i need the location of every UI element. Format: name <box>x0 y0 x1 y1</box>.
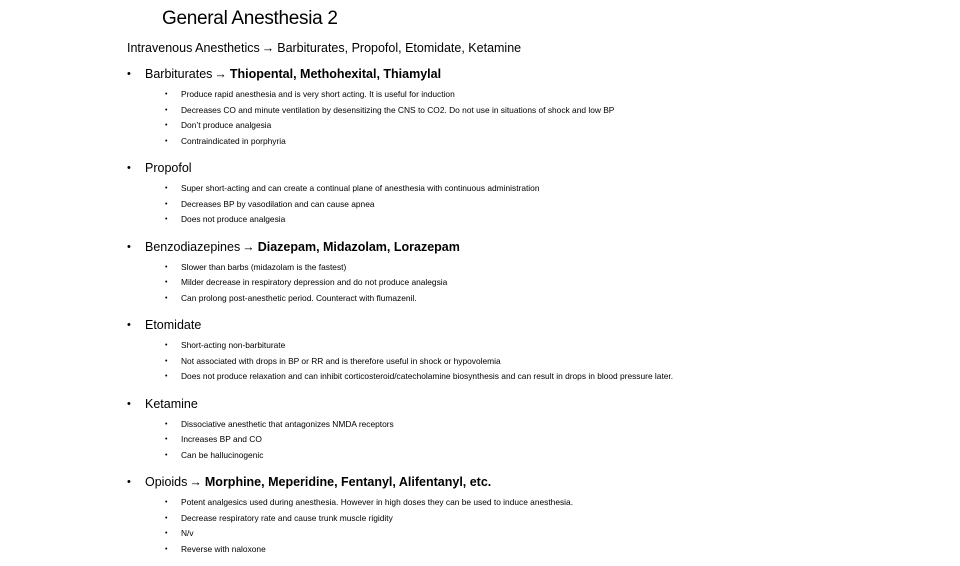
list-item <box>127 432 947 448</box>
list-item <box>127 354 947 370</box>
bullet-icon: • <box>165 373 168 380</box>
list-item <box>127 275 947 291</box>
sections-list <box>127 64 947 566</box>
section-heading <box>127 394 947 415</box>
list-item <box>127 103 947 119</box>
bullet-icon: • <box>127 68 131 80</box>
list-item-text: Short-acting non-barbiturate <box>181 340 286 350</box>
sub-bullet-list <box>127 417 947 464</box>
section-barbiturates <box>127 64 947 149</box>
section-heading-text: Propofol <box>145 161 192 175</box>
list-item-text: Decrease respiratory rate and cause trunk muscle rigidity <box>181 512 393 523</box>
list-item-text: Produce rapid anesthesia and is very short acting. It is useful for induction <box>181 89 455 99</box>
list-item-text: Not associated with drops in BP or RR and is therefore useful in shock or hypovolemia <box>181 355 501 366</box>
list-item <box>127 197 947 213</box>
bullet-icon: • <box>165 263 168 271</box>
list-item <box>127 260 947 276</box>
intro-label: Intravenous Anesthetics <box>127 41 260 55</box>
arrow-right-icon: → <box>261 41 275 55</box>
bullet-icon: • <box>165 514 168 522</box>
list-item-text: Can prolong post-anesthetic period. Counteract with flumazenil. <box>181 292 417 303</box>
bullet-icon: • <box>165 342 168 349</box>
list-item-text: Potent analgesics used during anesthesia. However in high doses they can be used to induce anesthesia. <box>181 497 574 507</box>
section-benzodiazepines <box>127 237 947 307</box>
slide-title: General Anesthesia 2 <box>162 8 338 29</box>
section-heading <box>127 237 947 258</box>
bullet-icon: • <box>165 530 168 537</box>
bullet-icon: • <box>165 185 168 192</box>
section-heading-text: Ketamine <box>145 396 198 411</box>
list-item <box>127 134 947 150</box>
list-item <box>127 181 947 197</box>
list-item-text: Can be hallucinogenic <box>181 449 264 460</box>
sub-bullet-list <box>127 260 947 307</box>
list-item <box>127 526 947 542</box>
list-item-text: Slower than barbs (midazolam is the fastest) <box>181 261 347 272</box>
list-item <box>127 511 947 527</box>
bullet-icon: • <box>165 106 168 114</box>
bullet-icon: • <box>165 122 168 129</box>
bullet-icon: • <box>165 294 168 302</box>
section-etomidate <box>127 315 947 385</box>
list-item <box>127 118 947 134</box>
list-item-text: Decreases BP by vasodilation and can cause apnea <box>181 198 375 209</box>
bullet-icon: • <box>165 91 168 98</box>
sub-bullet-list <box>127 495 947 557</box>
list-item-text: Reverse with naloxone <box>181 543 266 554</box>
list-item <box>127 495 947 511</box>
sub-bullet-list <box>127 181 947 228</box>
bullet-icon: • <box>165 200 168 208</box>
list-item-text: Does not produce relaxation and can inhibit corticosteroid/catecholamine biosynthesis and can result in drops in blood pressure later. <box>181 371 674 381</box>
list-item-text: N/v <box>181 528 194 538</box>
bullet-icon: • <box>127 397 131 410</box>
arrow-right-icon: → <box>242 239 255 254</box>
list-item-text: Don’t produce analgesia <box>181 120 272 130</box>
list-item <box>127 212 947 228</box>
bullet-icon: • <box>165 436 168 443</box>
list-item-text: Dissociative anesthetic that antagonizes NMDA receptors <box>181 418 394 429</box>
bullet-icon: • <box>165 357 168 365</box>
bullet-icon: • <box>165 545 168 553</box>
list-item-text: Increases BP and CO <box>181 434 262 444</box>
list-item <box>127 417 947 433</box>
bullet-icon: • <box>165 216 168 223</box>
bullet-icon: • <box>165 420 168 428</box>
section-propofol <box>127 158 947 228</box>
bullet-icon: • <box>127 162 131 174</box>
sub-bullet-list <box>127 338 947 385</box>
section-detail: Thiopental, Methohexital, Thiamylal <box>229 67 442 81</box>
bullet-icon: • <box>165 499 168 506</box>
bullet-icon: • <box>127 476 131 488</box>
section-opioids <box>127 472 947 557</box>
section-heading-text: Etomidate <box>145 318 202 332</box>
section-heading-text: Benzodiazepines <box>145 239 241 254</box>
section-detail: Diazepam, Midazolam, Lorazepam <box>257 239 460 254</box>
list-item-text: Decreases CO and minute ventilation by desensitizing the CNS to CO2. Do not use in situations of shock and low BP <box>181 104 615 115</box>
bullet-icon: • <box>127 319 131 331</box>
arrow-right-icon: → <box>214 67 227 81</box>
section-heading <box>127 158 947 179</box>
list-item <box>127 369 947 385</box>
list-item-text: Contraindicated in porphyria <box>181 135 286 146</box>
section-detail: Morphine, Meperidine, Fentanyl, Alifentanyl, etc. <box>204 475 492 489</box>
bullet-icon: • <box>165 279 168 286</box>
list-item-text: Milder decrease in respiratory depression and do not produce analegsia <box>181 277 448 287</box>
section-heading <box>127 64 947 85</box>
bullet-icon: • <box>165 137 168 145</box>
list-item <box>127 338 947 354</box>
section-ketamine <box>127 394 947 464</box>
section-heading-text: Opioids <box>145 475 188 489</box>
sub-bullet-list <box>127 87 947 149</box>
bullet-icon: • <box>127 240 131 253</box>
list-item <box>127 87 947 103</box>
intro-items: Barbiturates, Propofol, Etomidate, Ketamine <box>277 41 522 55</box>
intro-line <box>127 41 521 55</box>
list-item <box>127 291 947 307</box>
list-item-text: Super short-acting and can create a continual plane of anesthesia with continuous administration <box>181 183 540 193</box>
bullet-icon: • <box>165 451 168 459</box>
arrow-right-icon: → <box>189 475 202 489</box>
section-heading <box>127 472 947 493</box>
list-item-text: Does not produce analgesia <box>181 214 286 224</box>
list-item <box>127 448 947 464</box>
list-item <box>127 542 947 558</box>
section-heading <box>127 315 947 336</box>
section-heading-text: Barbiturates <box>145 67 213 81</box>
